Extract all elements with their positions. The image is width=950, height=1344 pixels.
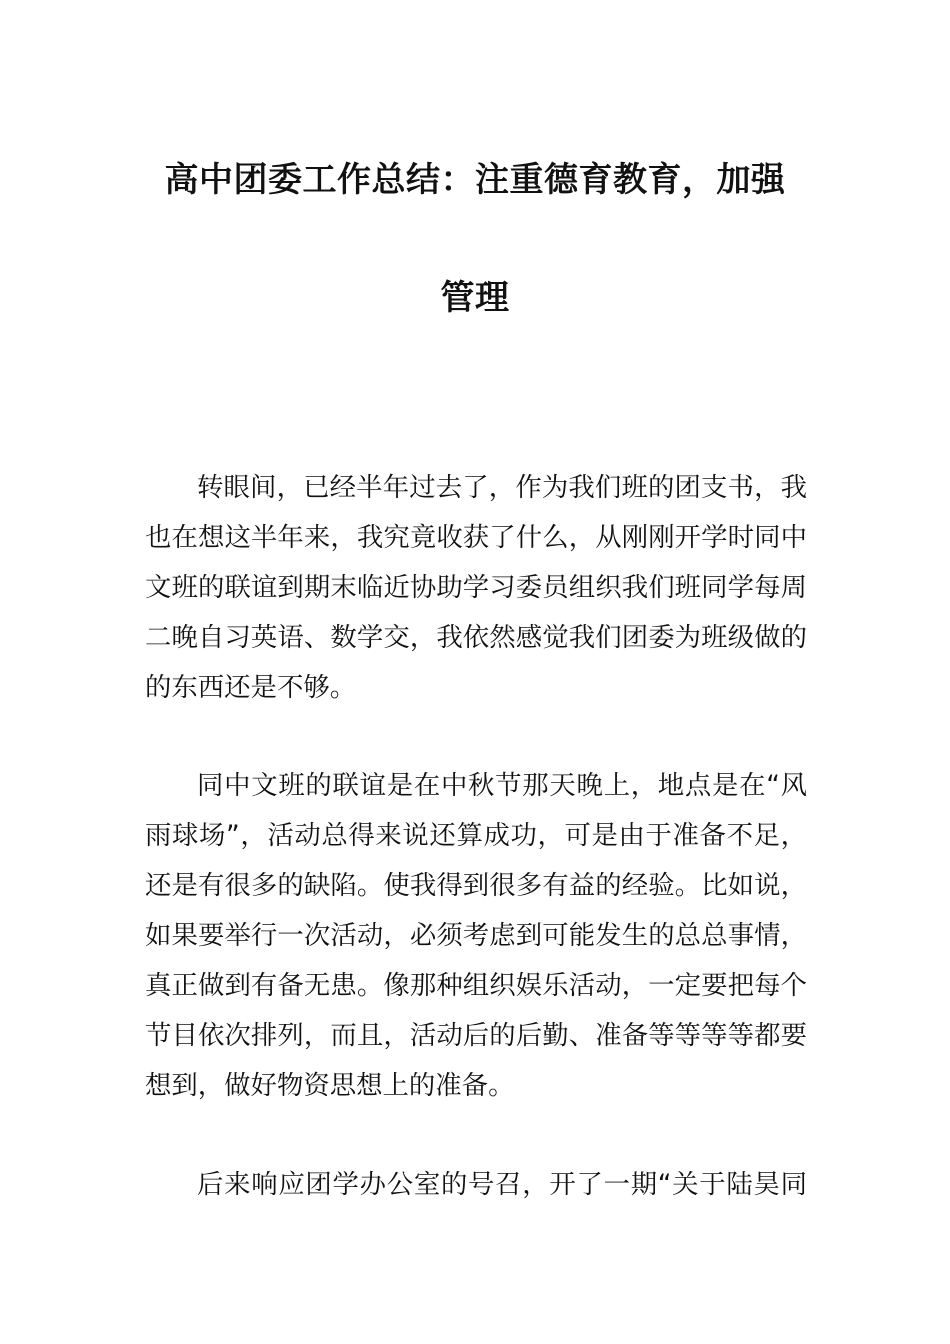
paragraph-1-line-3: 文班的联谊到期末临近协助学习委员组织我们班同学每周: [145, 572, 807, 603]
paragraph-2-line-7: 想到，做好物资思想上的准备。: [145, 1070, 515, 1101]
paragraph-2-line-1: 同中文班的联谊是在中秋节那天晚上，地点是在“风: [197, 770, 807, 801]
document-title-line-1: 高中团委工作总结：注重德育教育，加强: [164, 160, 786, 200]
paragraph-2-line-4: 如果要举行一次活动，必须考虑到可能发生的总总事情，: [145, 920, 807, 951]
paragraph-1-line-4: 二晚自习英语、数学交，我依然感觉我们团委为班级做的: [145, 622, 807, 653]
paragraph-1-line-1: 转眼间，已经半年过去了，作为我们班的团支书，我: [197, 472, 807, 503]
paragraph-1-line-5: 的东西还是不够。: [145, 672, 357, 703]
paragraph-2-line-5: 真正做到有备无患。像那种组织娱乐活动，一定要把每个: [145, 970, 807, 1001]
paragraph-3-line-1: 后来响应团学办公室的号召，开了一期“关于陆昊同: [197, 1169, 807, 1200]
paragraph-1-line-2: 也在想这半年来，我究竟收获了什么，从刚刚开学时同中: [145, 522, 807, 553]
paragraph-2-line-3: 还是有很多的缺陷。使我得到很多有益的经验。比如说，: [145, 870, 807, 901]
document-title-line-2: 管理: [440, 278, 510, 318]
paragraph-2-line-2: 雨球场”，活动总得来说还算成功，可是由于准备不足，: [145, 820, 807, 851]
paragraph-2-line-6: 节目依次排列，而且，活动后的后勤、准备等等等等都要: [145, 1020, 807, 1051]
